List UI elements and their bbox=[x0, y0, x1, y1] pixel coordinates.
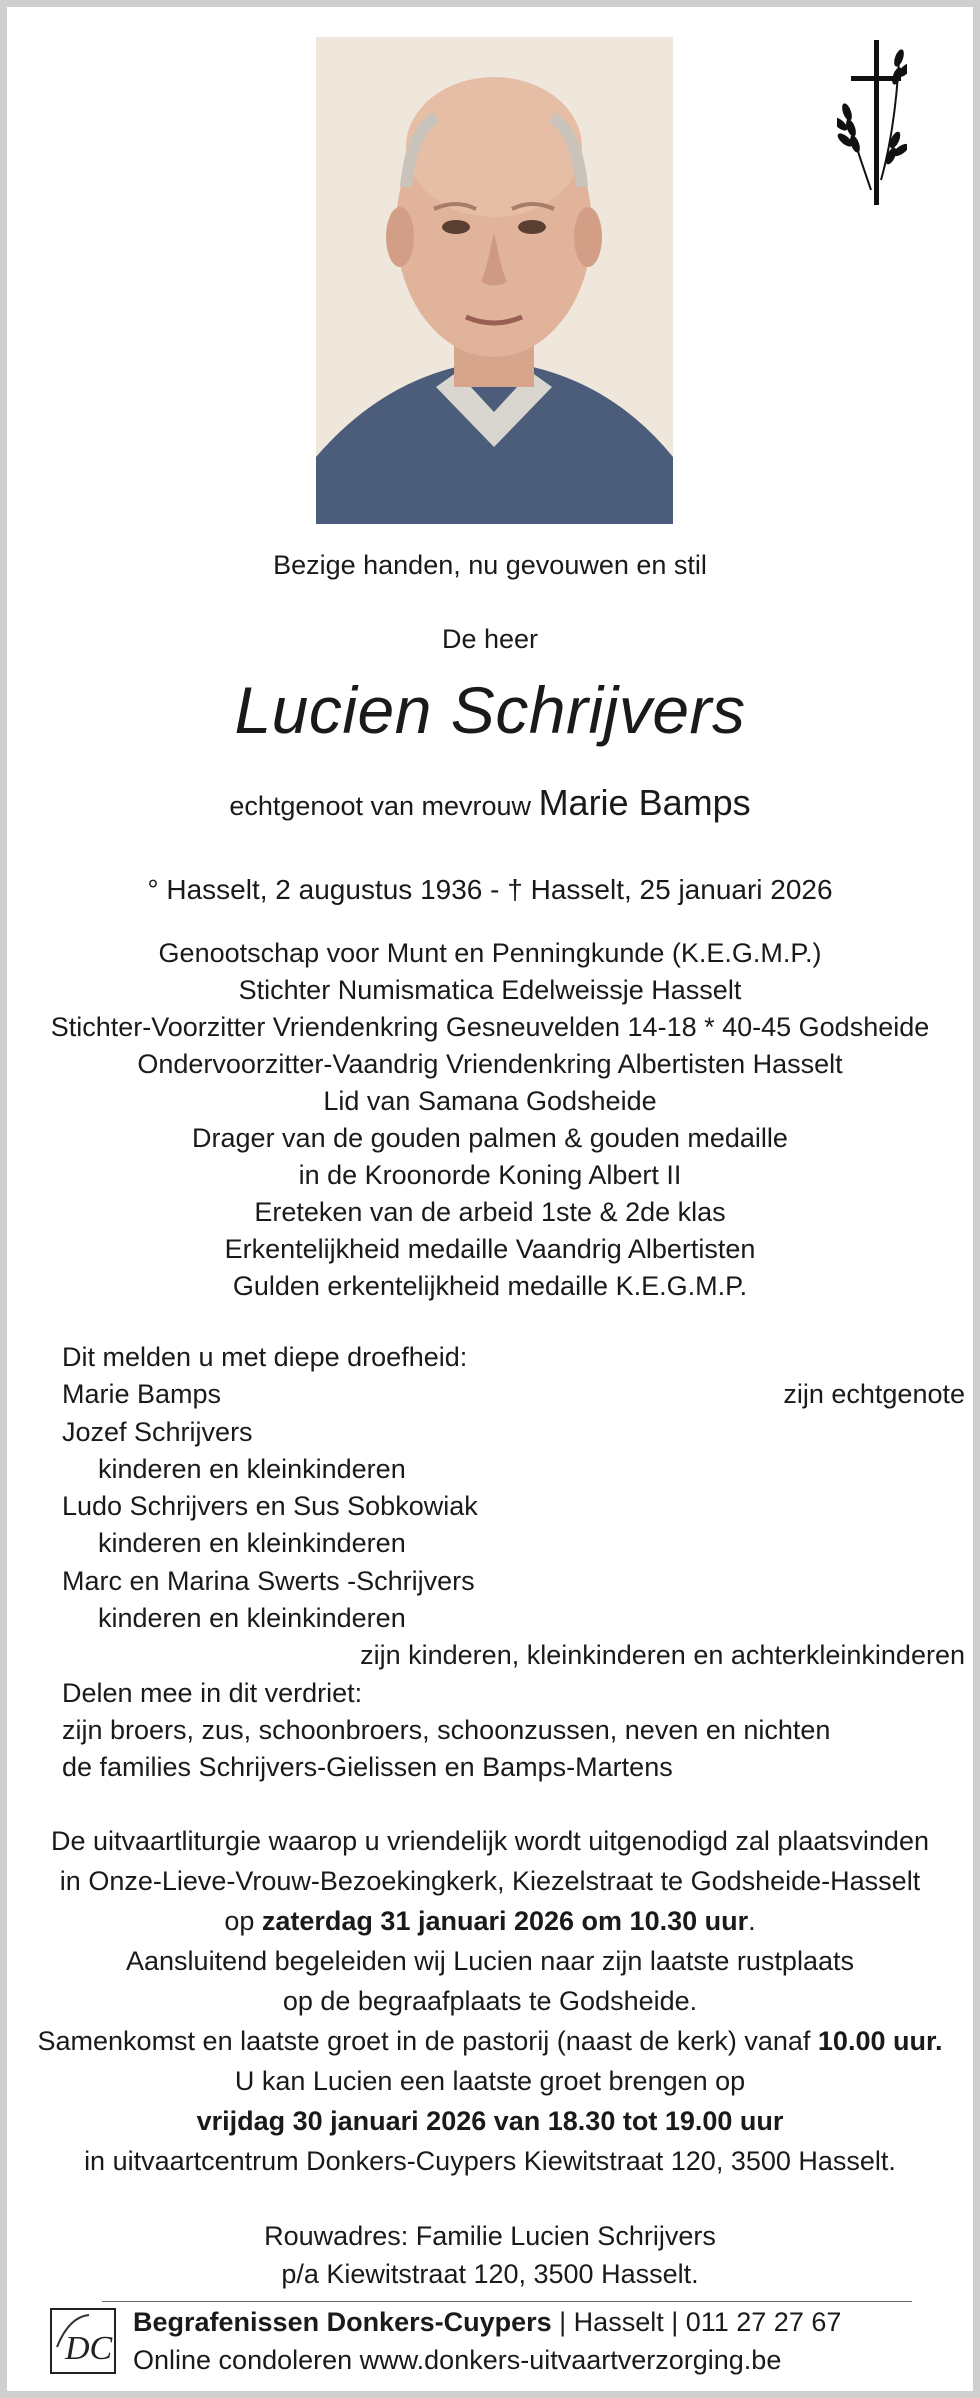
title-prefix: De heer bbox=[441, 624, 539, 654]
online-condolence[interactable]: Online condoleren www.donkers-uitvaartverzorging.be bbox=[133, 2345, 782, 2375]
service-date-suffix: . bbox=[748, 1906, 756, 1936]
mourner-child: Marc en Marina Swerts -Schrijvers bbox=[62, 1565, 475, 1596]
footer bbox=[133, 2303, 853, 2379]
portrait-photo bbox=[316, 37, 673, 524]
service-date: zaterdag 31 januari 2026 om 10.30 uur bbox=[261, 1906, 749, 1936]
service-date-prefix: op bbox=[224, 1906, 262, 1936]
mourner-spouse-role: zijn echtgenote bbox=[783, 1379, 965, 1410]
logo-text: DC bbox=[65, 2330, 113, 2367]
address-line: p/a Kiewitstraat 120, 3500 Hasselt. bbox=[281, 2259, 699, 2289]
service-date-line bbox=[7, 1901, 973, 1941]
honor-item: Drager van de gouden palmen & gouden medaille bbox=[192, 1123, 788, 1153]
service-line: in uitvaartcentrum Donkers-Cuypers Kiewitstraat 120, 3500 Hasselt. bbox=[84, 2146, 896, 2176]
spouse-prefix: echtgenoot van mevrouw bbox=[229, 791, 532, 821]
spouse-line bbox=[7, 782, 973, 824]
mourner-spouse bbox=[62, 1376, 965, 1413]
honor-item: in de Kroonorde Koning Albert II bbox=[298, 1160, 682, 1190]
honor-item: Gulden erkentelijkheid medaille K.E.G.M.P. bbox=[232, 1271, 748, 1301]
spouse-name: Marie Bamps bbox=[538, 782, 751, 823]
mourner-spouse-name: Marie Bamps bbox=[62, 1379, 222, 1410]
funeral-home-logo bbox=[49, 2307, 117, 2375]
gathering-time: 10.00 uur. bbox=[817, 2026, 943, 2056]
mourning-address bbox=[7, 2217, 973, 2293]
mourner-child: Ludo Schrijvers en Sus Sobkowiak bbox=[62, 1491, 478, 1522]
honor-item: Ondervoorzitter-Vaandrig Vriendenkring Albertisten Hasselt bbox=[137, 1049, 843, 1079]
mourner-child: Jozef Schrijvers bbox=[62, 1416, 253, 1447]
service-line: De uitvaartliturgie waarop u vriendelijk wordt uitgenodigd zal plaatsvinden bbox=[50, 1826, 929, 1856]
deceased-name: Lucien Schrijvers bbox=[234, 673, 746, 747]
address-line: Rouwadres: Familie Lucien Schrijvers bbox=[264, 2221, 716, 2251]
mourner-siblings: zijn broers, zus, schoonbroers, schoonzussen, neven en nichten bbox=[62, 1714, 831, 1745]
footer-company-line bbox=[133, 2303, 853, 2341]
cross-with-wheat-icon bbox=[837, 40, 907, 210]
service-line: Aansluitend begeleiden wij Lucien naar zijn laatste rustplaats bbox=[126, 1946, 854, 1976]
honor-item: Erkentelijkheid medaille Vaandrig Albertisten bbox=[224, 1234, 756, 1264]
birth-death-dates: ° Hasselt, 2 augustus 1936 - † Hasselt, 25 januari 2026 bbox=[147, 874, 833, 905]
honor-item: Ereteken van de arbeid 1ste & 2de klas bbox=[254, 1197, 726, 1227]
mourner-child-sub: kinderen en kleinkinderen bbox=[98, 1528, 406, 1559]
footer-divider bbox=[102, 2301, 912, 2302]
mourner-descendants: zijn kinderen, kleinkinderen en achterkleinkinderen bbox=[360, 1640, 965, 1671]
honor-item: Stichter-Voorzitter Vriendenkring Gesneuvelden 14-18 * 40-45 Godsheide bbox=[50, 1012, 930, 1042]
gathering-prefix: Samenkomst en laatste groet in de pastorij (naast de kerk) vanaf bbox=[37, 2026, 818, 2056]
portrait-photo-illustration bbox=[316, 37, 673, 524]
mourner-descendants-row bbox=[62, 1637, 965, 1674]
service-line: U kan Lucien een laatste groet brengen op bbox=[234, 2066, 746, 2096]
honor-item: Genootschap voor Munt en Penningkunde (K.E.G.M.P.) bbox=[158, 938, 822, 968]
service-line: op de begraafplaats te Godsheide. bbox=[282, 1986, 698, 2016]
honor-item: Stichter Numismatica Edelweissje Hasselt bbox=[238, 975, 742, 1005]
honor-item: Lid van Samana Godsheide bbox=[323, 1086, 657, 1116]
mourners-list bbox=[62, 1339, 965, 1787]
mourner-child-sub: kinderen en kleinkinderen bbox=[98, 1603, 406, 1634]
company-details: | Hasselt | 011 27 27 67 bbox=[551, 2307, 842, 2337]
mourner-families: de families Schrijvers-Gielissen en Bamps-Martens bbox=[62, 1752, 673, 1783]
mourners-intro: Dit melden u met diepe droefheid: bbox=[62, 1342, 468, 1372]
motto: Bezige handen, nu gevouwen en stil bbox=[273, 550, 707, 580]
honors-list bbox=[7, 935, 973, 1305]
viewing-date bbox=[7, 2101, 973, 2141]
service-line: in Onze-Lieve-Vrouw-Bezoekingkerk, Kiezelstraat te Godsheide-Hasselt bbox=[59, 1866, 921, 1896]
obituary-card bbox=[7, 7, 973, 2391]
share-intro: Delen mee in dit verdriet: bbox=[62, 1677, 363, 1708]
viewing-date-text: vrijdag 30 januari 2026 van 18.30 tot 19.00 uur bbox=[196, 2106, 784, 2136]
company-name: Begrafenissen Donkers-Cuypers bbox=[133, 2307, 552, 2337]
gathering-line bbox=[7, 2021, 973, 2061]
service-details bbox=[7, 1821, 973, 2181]
mourner-child-sub: kinderen en kleinkinderen bbox=[98, 1453, 406, 1484]
